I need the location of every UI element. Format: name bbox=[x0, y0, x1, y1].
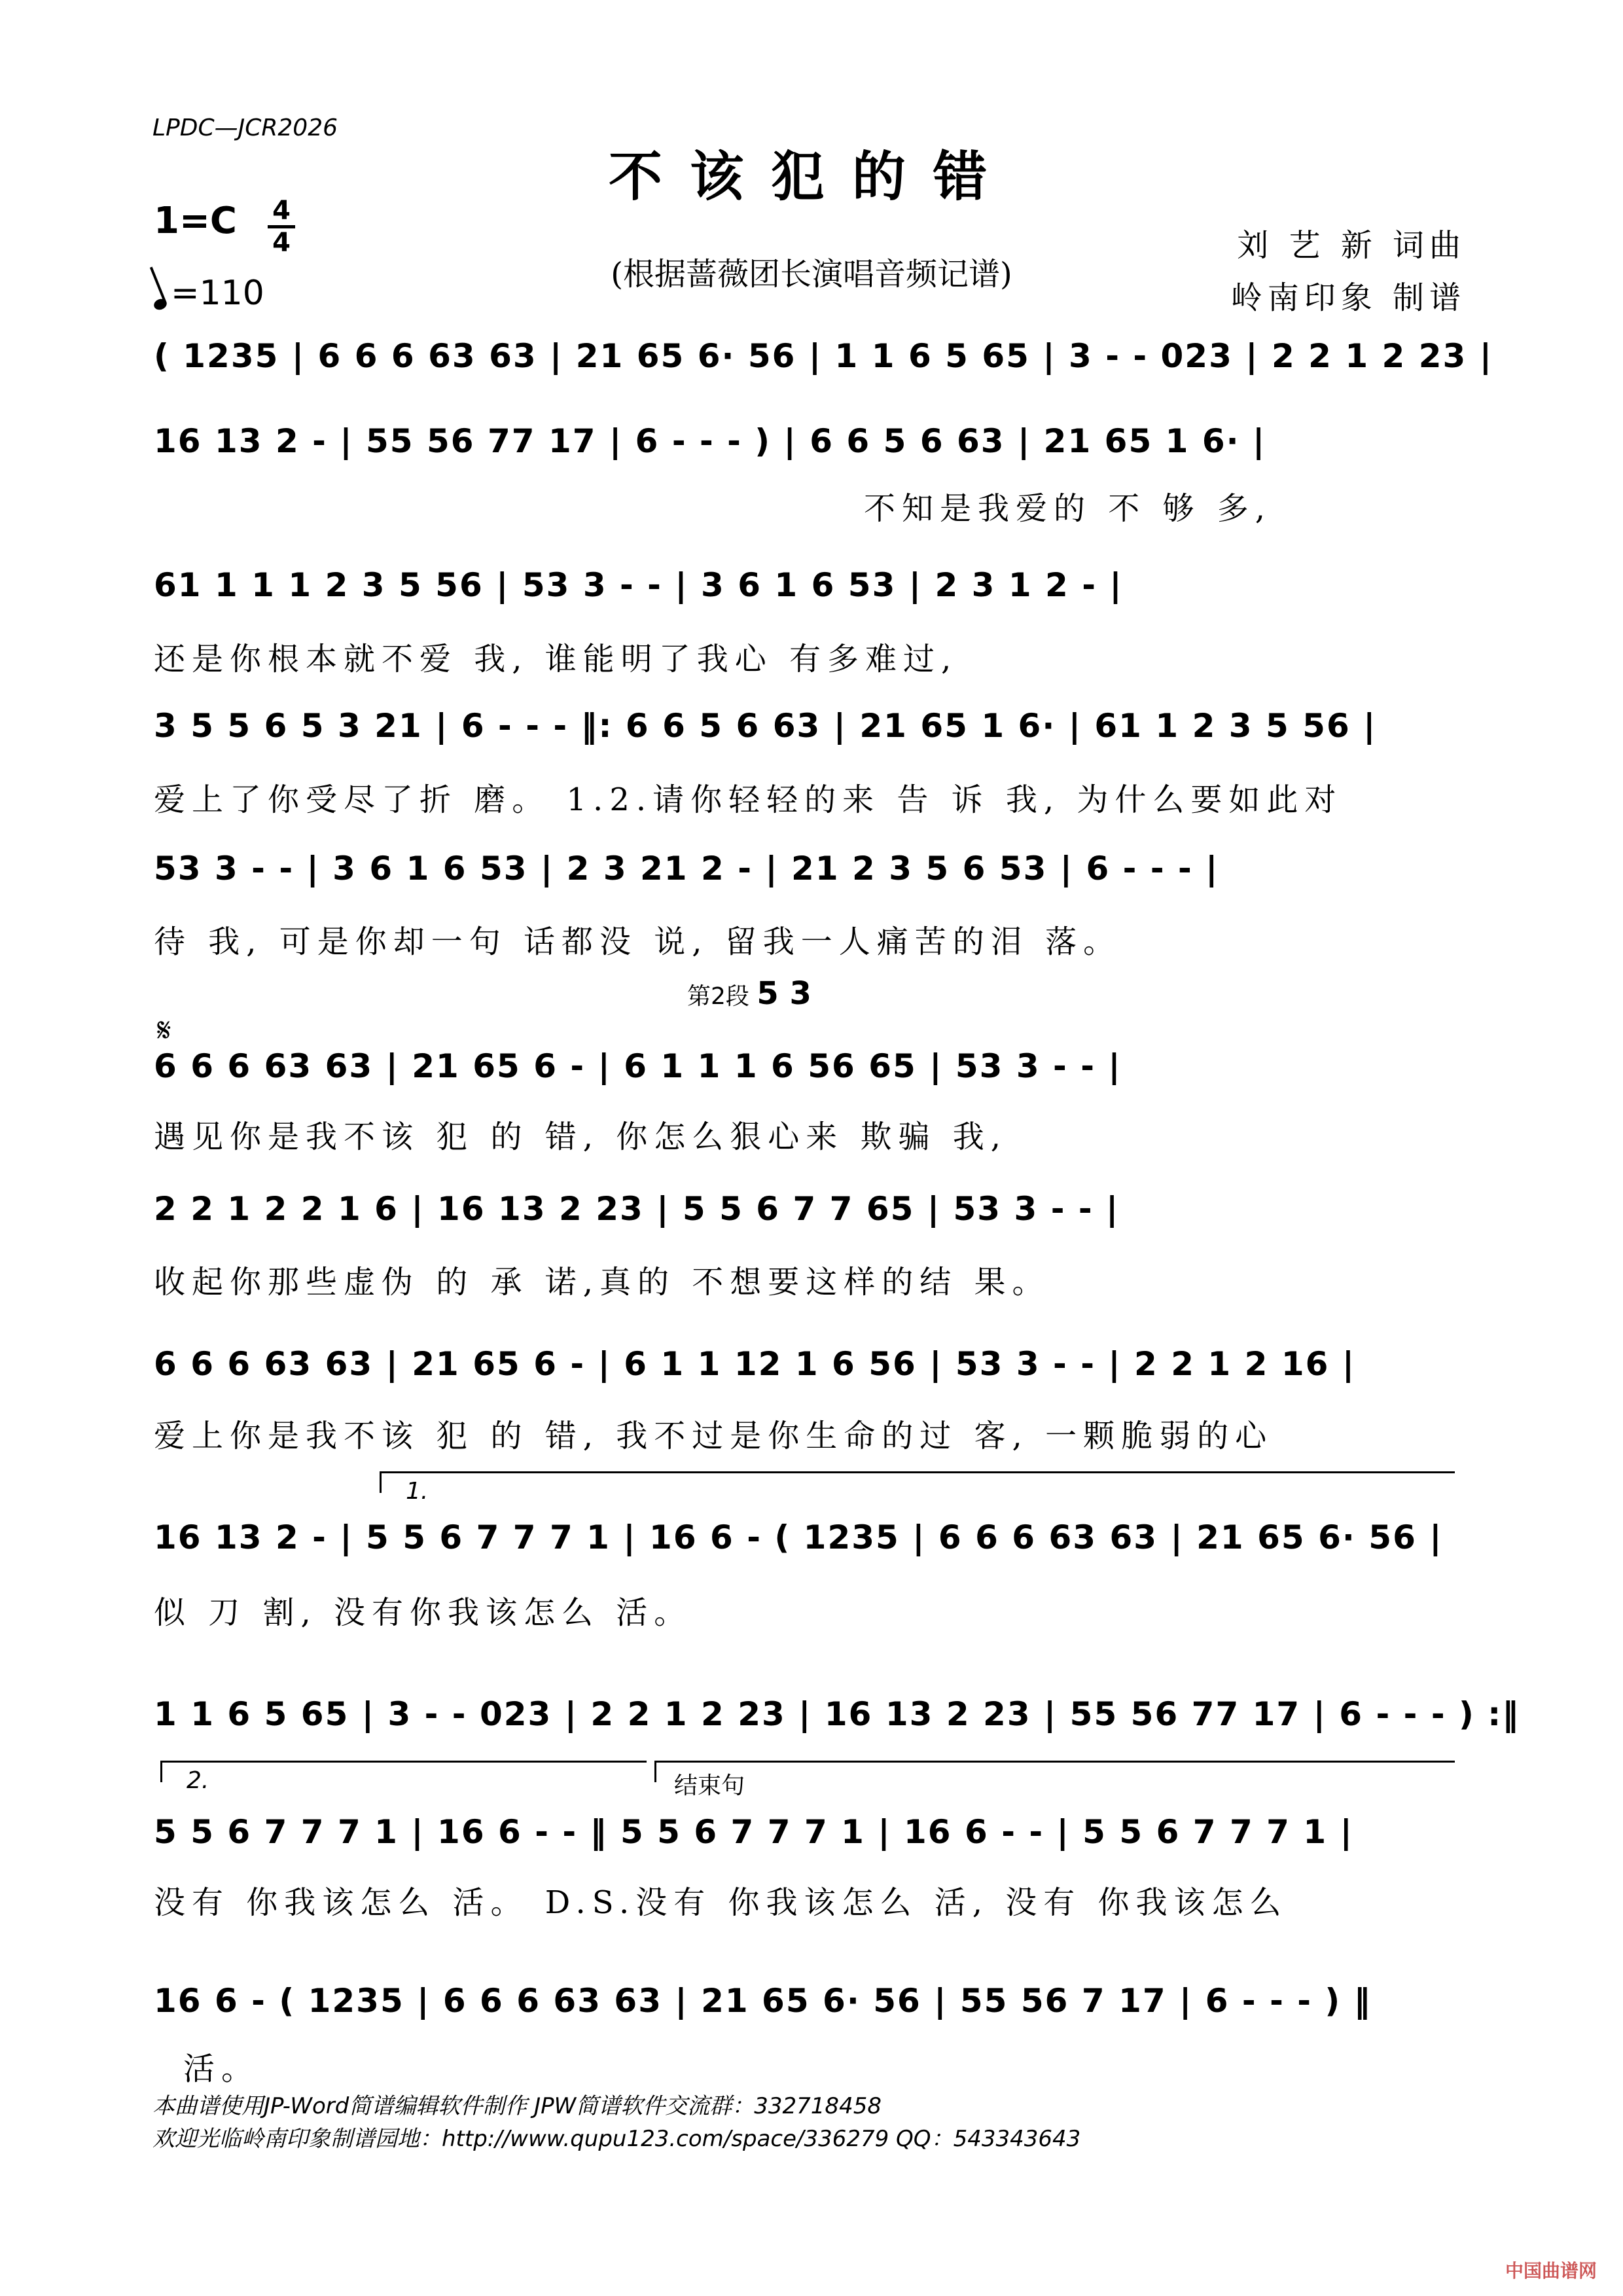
second-verse-label bbox=[687, 975, 812, 1012]
quarter-note-icon bbox=[152, 297, 169, 312]
system-7-music: 2 2 1 2 2 1 6 | 16 13 2 23 | 5 5 6 7 7 65 | 53 3 - - | bbox=[154, 1190, 1120, 1228]
system-9-music: 16 13 2 - | 5 5 6 7 7 7 1 | 16 6 - ( 1235 | 6 6 6 63 63 | 21 65 6· 56 | bbox=[154, 1518, 1443, 1556]
footer-line-2: 欢迎光临岭南印象制谱园地：http://www.qupu123.com/space/336279 QQ：543343643 bbox=[152, 2126, 1081, 2152]
system-5-lyric: 待 我, 可是你却一句 话都没 说, 留我一人痛苦的泪 落。 bbox=[154, 924, 1122, 960]
volta-2-bracket bbox=[160, 1761, 647, 1782]
second-verse-text: 第2段 bbox=[687, 983, 749, 1010]
footer-line-1: 本曲谱使用JP-Word简谱编辑软件制作 JPW简谱软件交流群：332718458 bbox=[152, 2093, 882, 2119]
system-10-music: 1 1 6 5 65 | 3 - - 023 | 2 2 1 2 23 | 16 13 2 23 | 55 56 77 17 | 6 - - - ) :‖ bbox=[154, 1695, 1520, 1733]
system-4-lyric: 爱上了你受尽了折 磨。 1.2.请你轻轻的来 告 诉 我, 为什么要如此对 bbox=[154, 781, 1343, 818]
page-title: 不该犯的错 bbox=[608, 145, 1014, 208]
system-6-music: 6 6 6 63 63 | 21 65 6 - | 6 1 1 1 6 56 65 | 53 3 - - | bbox=[154, 1047, 1122, 1085]
system-5-music: 53 3 - - | 3 6 1 6 53 | 2 3 21 2 - | 21 2 3 5 6 53 | 6 - - - | bbox=[154, 850, 1219, 888]
system-7-lyric: 收起你那些虚伪 的 承 诺,真的 不想要这样的结 果。 bbox=[154, 1264, 1050, 1300]
system-4-music: 3 5 5 6 5 3 21 | 6 - - - ‖: 6 6 5 6 63 | 21 65 1 6· | 61 1 2 3 5 56 | bbox=[154, 707, 1377, 745]
score-code: LPDC—JCR2026 bbox=[152, 115, 338, 141]
volta-1-bracket bbox=[380, 1471, 1455, 1493]
ending-label: 结束句 bbox=[674, 1772, 745, 1799]
credits bbox=[1231, 219, 1466, 324]
subtitle: (根据蔷薇团长演唱音频记谱) bbox=[611, 256, 1012, 293]
meter-bottom: 4 bbox=[272, 228, 291, 258]
system-6-lyric: 遇见你是我不该 犯 的 错, 你怎么狠心来 欺骗 我, bbox=[154, 1119, 1008, 1155]
ending-bracket bbox=[654, 1761, 1455, 1782]
watermark-logo: 中国曲谱网 bbox=[1505, 2260, 1597, 2282]
segno-sign: 𝄋 bbox=[157, 1011, 171, 1049]
system-11-lyric: 没有 你我该怎么 活。 D.S.没有 你我该怎么 活, 没有 你我该怎么 bbox=[154, 1884, 1288, 1921]
second-verse-notes: 5 3 bbox=[757, 975, 812, 1012]
system-2-lyric: 不知是我爱的 不 够 多, bbox=[864, 490, 1272, 527]
volta-1-label: 1. bbox=[406, 1478, 429, 1505]
volta-2-label: 2. bbox=[187, 1767, 209, 1794]
key-signature: 1=C bbox=[154, 200, 237, 242]
system-8-music: 6 6 6 63 63 | 21 65 6 - | 6 1 1 12 1 6 56 | 53 3 - - | 2 2 1 2 16 | bbox=[154, 1345, 1356, 1383]
tempo-value: =110 bbox=[171, 274, 264, 313]
system-3-lyric: 还是你根本就不爱 我, 谁能明了我心 有多难过, bbox=[154, 641, 958, 677]
system-8-lyric: 爱上你是我不该 犯 的 错, 我不过是你生命的过 客, 一颗脆弱的心 bbox=[154, 1418, 1274, 1454]
arranger: 岭南印象 制谱 bbox=[1230, 279, 1466, 316]
system-11-music: 5 5 6 7 7 7 1 | 16 6 - - ‖ 5 5 6 7 7 7 1 | 16 6 - - | 5 5 6 7 7 7 1 | bbox=[154, 1813, 1353, 1851]
system-9-lyric: 似 刀 割, 没有你我该怎么 活。 bbox=[154, 1594, 692, 1631]
system-3-music: 61 1 1 1 2 3 5 56 | 53 3 - - | 3 6 1 6 53 | 2 3 1 2 - | bbox=[154, 566, 1123, 604]
meter-top: 4 bbox=[272, 196, 291, 226]
composer: 刘 艺 新 词曲 bbox=[1237, 227, 1466, 264]
system-2-music: 16 13 2 - | 55 56 77 17 | 6 - - - ) | 6 6 5 6 63 | 21 65 1 6· | bbox=[154, 422, 1266, 460]
system-12-lyric: 活。 bbox=[183, 2051, 260, 2087]
system-1-music: ( 1235 | 6 6 6 63 63 | 21 65 6· 56 | 1 1 6 5 65 | 3 - - 023 | 2 2 1 2 23 | bbox=[154, 337, 1493, 375]
system-12-music: 16 6 - ( 1235 | 6 6 6 63 63 | 21 65 6· 56 | 55 56 7 17 | 6 - - - ) ‖ bbox=[154, 1982, 1372, 2020]
